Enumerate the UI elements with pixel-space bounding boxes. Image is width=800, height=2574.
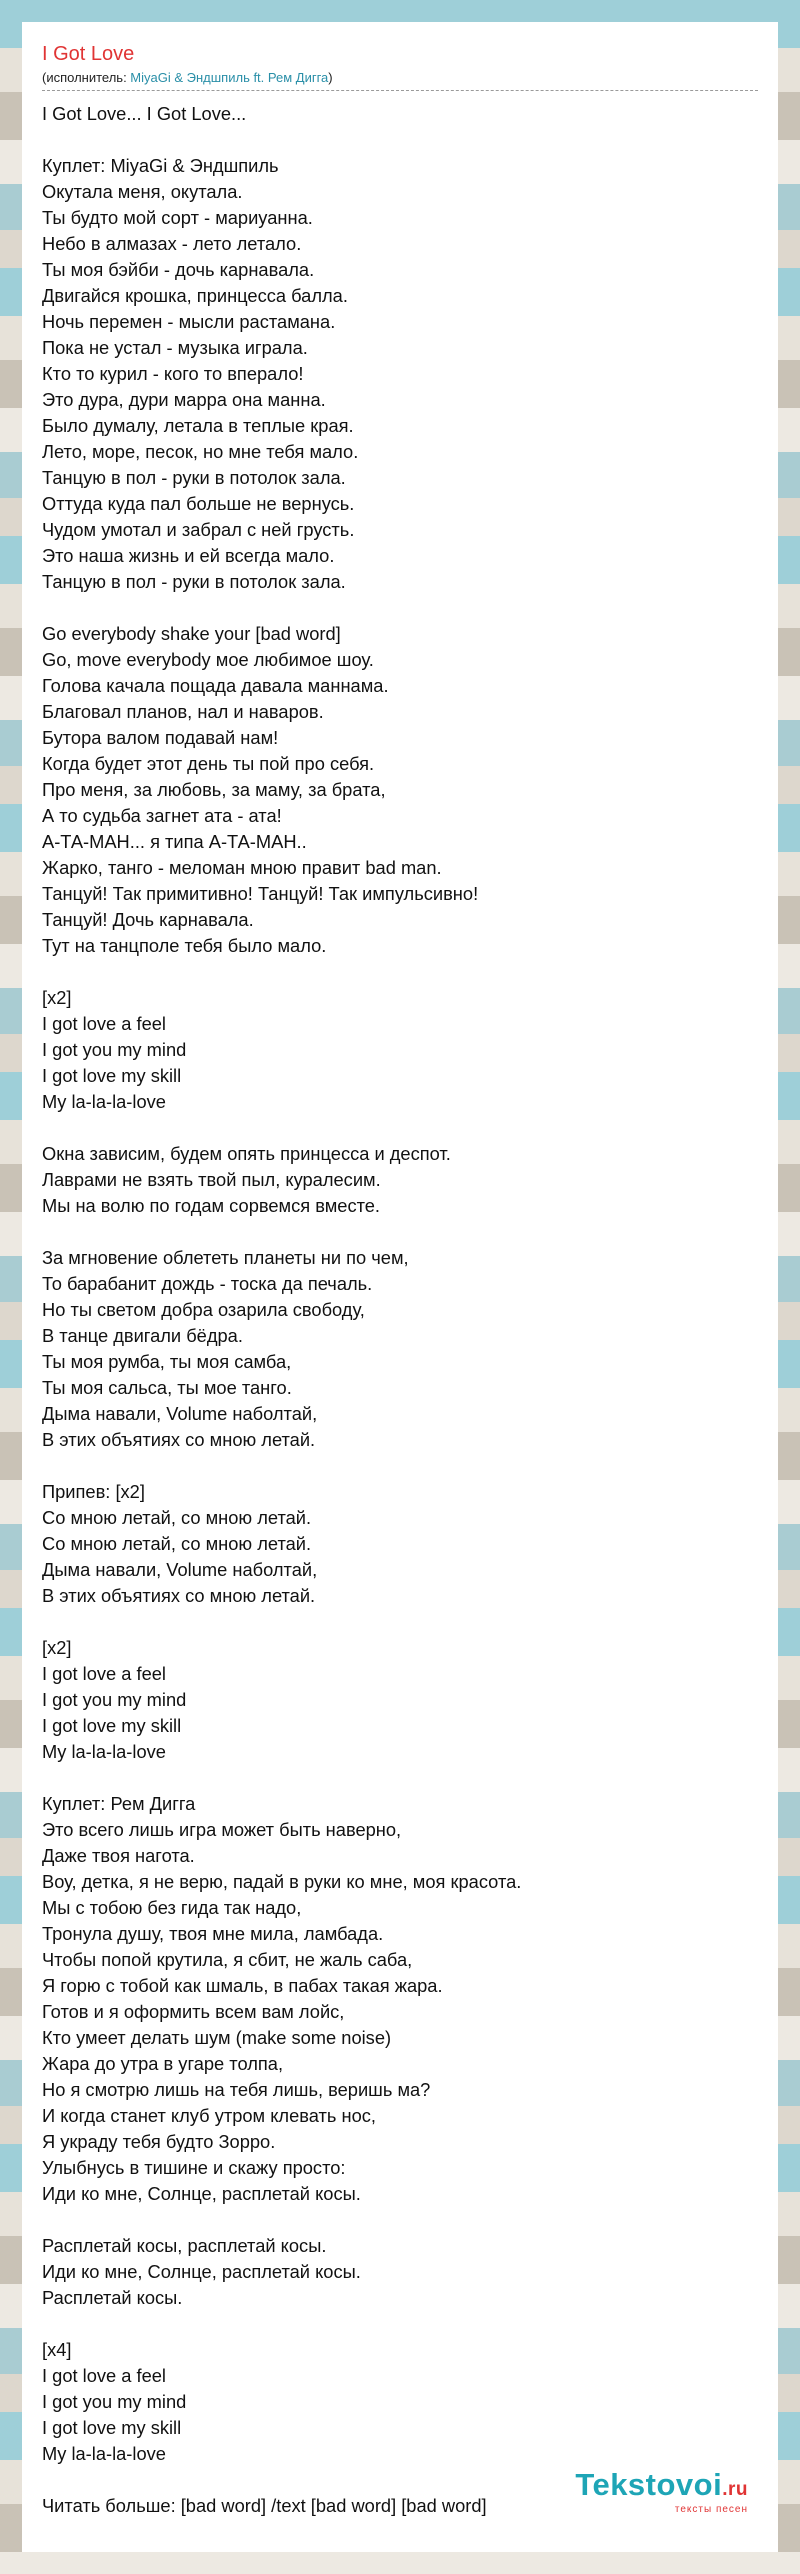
lyric-line: Со мною летай, со мною летай. bbox=[42, 1533, 312, 1554]
song-title: I Got Love bbox=[42, 43, 135, 65]
lyric-line: В танце двигали бёдра. bbox=[42, 1325, 243, 1346]
lyric-line: Про меня, за любовь, за маму, за брата, bbox=[42, 779, 386, 800]
lyric-line: Но я смотрю лишь на тебя лишь, веришь ма? bbox=[42, 2079, 431, 2100]
logo-tagline: тексты песен bbox=[674, 2504, 748, 2515]
lyric-line: I got love a feel bbox=[42, 2365, 166, 2386]
lyric-line: То барабанит дождь - тоска да печаль. bbox=[42, 1273, 373, 1294]
lyric-line: Даже твоя нагота. bbox=[42, 1845, 195, 1866]
lyric-line: Ночь перемен - мысли растамана. bbox=[42, 311, 336, 332]
lyric-line: Мы с тобою без гида так надо, bbox=[42, 1897, 302, 1918]
lyric-line: Мы на волю по годам сорвемся вместе. bbox=[42, 1195, 381, 1216]
lyric-line: Голова качала пощада давала маннама. bbox=[42, 675, 389, 696]
dashed-divider bbox=[42, 90, 758, 91]
blank-line bbox=[42, 2207, 758, 2233]
lyric-line: Go everybody shake your [bad word] bbox=[42, 623, 341, 644]
lyric-line: Когда будет этот день ты пой про себя. bbox=[42, 753, 375, 774]
lyric-line: Бутора валом подавай нам! bbox=[42, 727, 279, 748]
lyric-line: Ты моя бэйби - дочь карнавала. bbox=[42, 259, 315, 280]
lyric-line: I got love my skill bbox=[42, 2417, 182, 2438]
lyric-line: Это дура, дури марра она манна. bbox=[42, 389, 326, 410]
lyric-line: А то судьба загнет ата - ата! bbox=[42, 805, 282, 826]
lyric-line: Благовал планов, нал и наваров. bbox=[42, 701, 324, 722]
lyric-line: Припев: [x2] bbox=[42, 1481, 145, 1502]
blank-line bbox=[42, 1765, 758, 1791]
lyric-line: В этих объятиях со мною летай. bbox=[42, 1429, 316, 1450]
lyric-line: Танцуй! Дочь карнавала. bbox=[42, 909, 254, 930]
lyric-line: Танцую в пол - руки в потолок зала. bbox=[42, 467, 346, 488]
logo-name: Tekstovoi bbox=[575, 2467, 723, 2502]
lyric-line: Иди ко мне, Солнце, расплетай косы. bbox=[42, 2261, 361, 2282]
performer-link[interactable]: MiyaGi & Эндшпиль ft. Рем Дигга bbox=[130, 70, 329, 85]
lyric-line: My la-la-la-love bbox=[42, 2443, 166, 2464]
lyric-line: Дыма навали, Volume наболтай, bbox=[42, 1403, 318, 1424]
lyric-line: Жарко, танго - меломан мною правит bad man. bbox=[42, 857, 442, 878]
lyric-line: Оттуда куда пал больше не вернусь. bbox=[42, 493, 355, 514]
lyric-line: I got love my skill bbox=[42, 1065, 182, 1086]
logo-wordmark bbox=[575, 2469, 748, 2506]
lyric-line: Это всего лишь игра может быть наверно, bbox=[42, 1819, 402, 1840]
lyric-line: I got love a feel bbox=[42, 1663, 166, 1684]
lyric-line: Со мною летай, со мною летай. bbox=[42, 1507, 312, 1528]
lyric-line: Ты будто мой сорт - мариуанна. bbox=[42, 207, 313, 228]
read-more-text: Читать больше: [bad word] /text [bad word] [bad word] bbox=[42, 2495, 487, 2516]
lyric-line: I Got Love... I Got Love... bbox=[42, 103, 247, 124]
lyric-line: Ты моя румба, ты моя самба, bbox=[42, 1351, 292, 1372]
lyric-line: I got love my skill bbox=[42, 1715, 182, 1736]
lyric-line: Это наша жизнь и ей всегда мало. bbox=[42, 545, 335, 566]
lyric-line: Иди ко мне, Солнце, расплетай косы. bbox=[42, 2183, 361, 2204]
lyric-line: I got you my mind bbox=[42, 1689, 187, 1710]
lyric-line: А-ТА-МАН... я типа А-ТА-МАН.. bbox=[42, 831, 307, 852]
lyric-line: Куплет: Рем Дигга bbox=[42, 1793, 196, 1814]
lyric-line: И когда станет клуб утром клевать нос, bbox=[42, 2105, 376, 2126]
performer-suffix: ) bbox=[328, 70, 333, 85]
lyric-line: Улыбнусь в тишине и скажу просто: bbox=[42, 2157, 346, 2178]
lyric-line: Двигайся крошка, принцесса балла. bbox=[42, 285, 348, 306]
lyric-line: Кто умеет делать шум (make some noise) bbox=[42, 2027, 392, 2048]
blank-line bbox=[42, 1609, 758, 1635]
lyric-line: Танцуй! Так примитивно! Танцуй! Так импульсивно! bbox=[42, 883, 479, 904]
lyric-line: Пока не устал - музыка играла. bbox=[42, 337, 308, 358]
lyric-line: Тут на танцполе тебя было мало. bbox=[42, 935, 327, 956]
lyric-line: I got you my mind bbox=[42, 2391, 187, 2412]
lyric-line: [x2] bbox=[42, 1637, 72, 1658]
lyric-line: Готов и я оформить всем вам лойс, bbox=[42, 2001, 345, 2022]
logo-tld: .ru bbox=[722, 2479, 748, 2500]
lyric-line: Расплетай косы. bbox=[42, 2287, 183, 2308]
lyric-line: Небо в алмазах - лето летало. bbox=[42, 233, 302, 254]
lyric-line: За мгновение облететь планеты ни по чем, bbox=[42, 1247, 409, 1268]
lyric-line: Жара до утра в угаре толпа, bbox=[42, 2053, 284, 2074]
lyric-line: [x2] bbox=[42, 987, 72, 1008]
lyric-line: Танцую в пол - руки в потолок зала. bbox=[42, 571, 346, 592]
lyric-line: Лето, море, песок, но мне тебя мало. bbox=[42, 441, 359, 462]
performer-prefix: (исполнитель: bbox=[42, 70, 131, 85]
lyric-line: Но ты светом добра озарила свободу, bbox=[42, 1299, 365, 1320]
performer-line bbox=[42, 70, 758, 86]
lyrics-card bbox=[22, 22, 778, 2552]
lyric-line: Тронула душу, твоя мне мила, ламбада. bbox=[42, 1923, 384, 1944]
site-logo[interactable] bbox=[575, 2469, 748, 2516]
blank-line bbox=[42, 595, 758, 621]
lyrics-text bbox=[42, 101, 758, 2467]
lyric-line: Ты моя сальса, ты мое танго. bbox=[42, 1377, 292, 1398]
lyric-line: My la-la-la-love bbox=[42, 1091, 166, 1112]
blank-line bbox=[42, 2311, 758, 2337]
lyric-line: My la-la-la-love bbox=[42, 1741, 166, 1762]
blank-line bbox=[42, 1219, 758, 1245]
lyric-line: Расплетай косы, расплетай косы. bbox=[42, 2235, 327, 2256]
lyric-line: В этих объятиях со мною летай. bbox=[42, 1585, 316, 1606]
blank-line bbox=[42, 127, 758, 153]
lyric-line: I got love a feel bbox=[42, 1013, 166, 1034]
lyric-line: Дыма навали, Volume наболтай, bbox=[42, 1559, 318, 1580]
lyric-line: I got you my mind bbox=[42, 1039, 187, 1060]
blank-line bbox=[42, 1115, 758, 1141]
lyric-line: Куплет: MiyaGi & Эндшпиль bbox=[42, 155, 279, 176]
lyric-line: Было думалу, летала в теплые края. bbox=[42, 415, 354, 436]
lyric-line: Go, move everybody мое любимое шоу. bbox=[42, 649, 374, 670]
lyric-line: Лаврами не взять твой пыл, куралесим. bbox=[42, 1169, 381, 1190]
lyric-line: Чудом умотал и забрал с ней грусть. bbox=[42, 519, 355, 540]
lyric-line: Чтобы попой крутила, я сбит, не жаль саба, bbox=[42, 1949, 413, 1970]
blank-line bbox=[42, 959, 758, 985]
lyric-line: Я украду тебя будто Зорро. bbox=[42, 2131, 276, 2152]
lyric-line: Кто то курил - кого то вперало! bbox=[42, 363, 304, 384]
blank-line bbox=[42, 1453, 758, 1479]
lyric-line: Воу, детка, я не верю, падай в руки ко мне, моя красота. bbox=[42, 1871, 522, 1892]
lyric-line: Окутала меня, окутала. bbox=[42, 181, 243, 202]
lyric-line: Я горю с тобой как шмаль, в пабах такая жара. bbox=[42, 1975, 443, 1996]
lyric-line: [x4] bbox=[42, 2339, 72, 2360]
lyric-line: Окна зависим, будем опять принцесса и деспот. bbox=[42, 1143, 451, 1164]
